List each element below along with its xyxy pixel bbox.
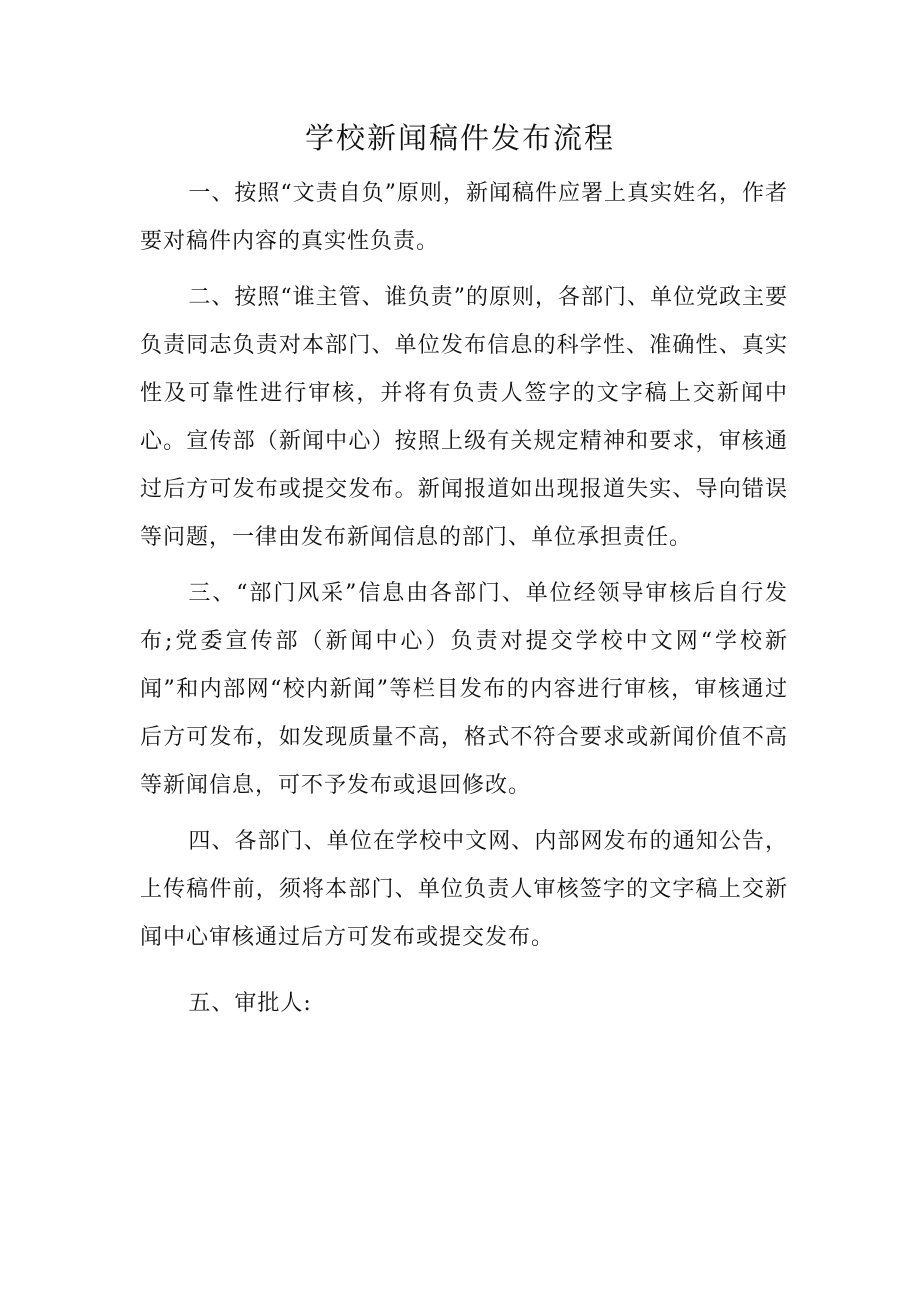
paragraph-3: 三、“部门风采”信息由各部门、单位经领导审核后自行发布;党委宣传部（新闻中心）负责对提交学校中文网“学校新闻”和内部网“校内新闻”等栏目发布的内容进行审核，审核通过后方可发布，如发现质量不高，格式不符合要求或新闻价值不高等新闻信息，可不予发布或退回修改。: [140, 581, 788, 798]
paragraph-5-approver: 五、审批人:: [188, 991, 312, 1016]
paragraph-4: 四、各部门、单位在学校中文网、内部网发布的通知公告，上传稿件前，须将本部门、单位负责人审核签字的文字稿上交新闻中心审核通过后方可发布或提交发布。: [140, 829, 788, 950]
paragraph-1: 一、按照“文责自负”原则，新闻稿件应署上真实姓名，作者要对稿件内容的真实性负责。: [140, 181, 788, 254]
document-title: 学校新闻稿件发布流程: [304, 121, 615, 155]
paragraph-2: 二、按照“谁主管、谁负责”的原则，各部门、单位党政主要负责同志负责对本部门、单位发布信息的科学性、准确性、真实性及可靠性进行审核，并将有负责人签字的文字稿上交新闻中心。宣传部（新闻中心）按照上级有关规定精神和要求，审核通过后方可发布或提交发布。新闻报道如出现报道失实、导向错误等问题，一律由发布新闻信息的部门、单位承担责任。: [140, 285, 788, 550]
document-body: [140, 170, 788, 1028]
